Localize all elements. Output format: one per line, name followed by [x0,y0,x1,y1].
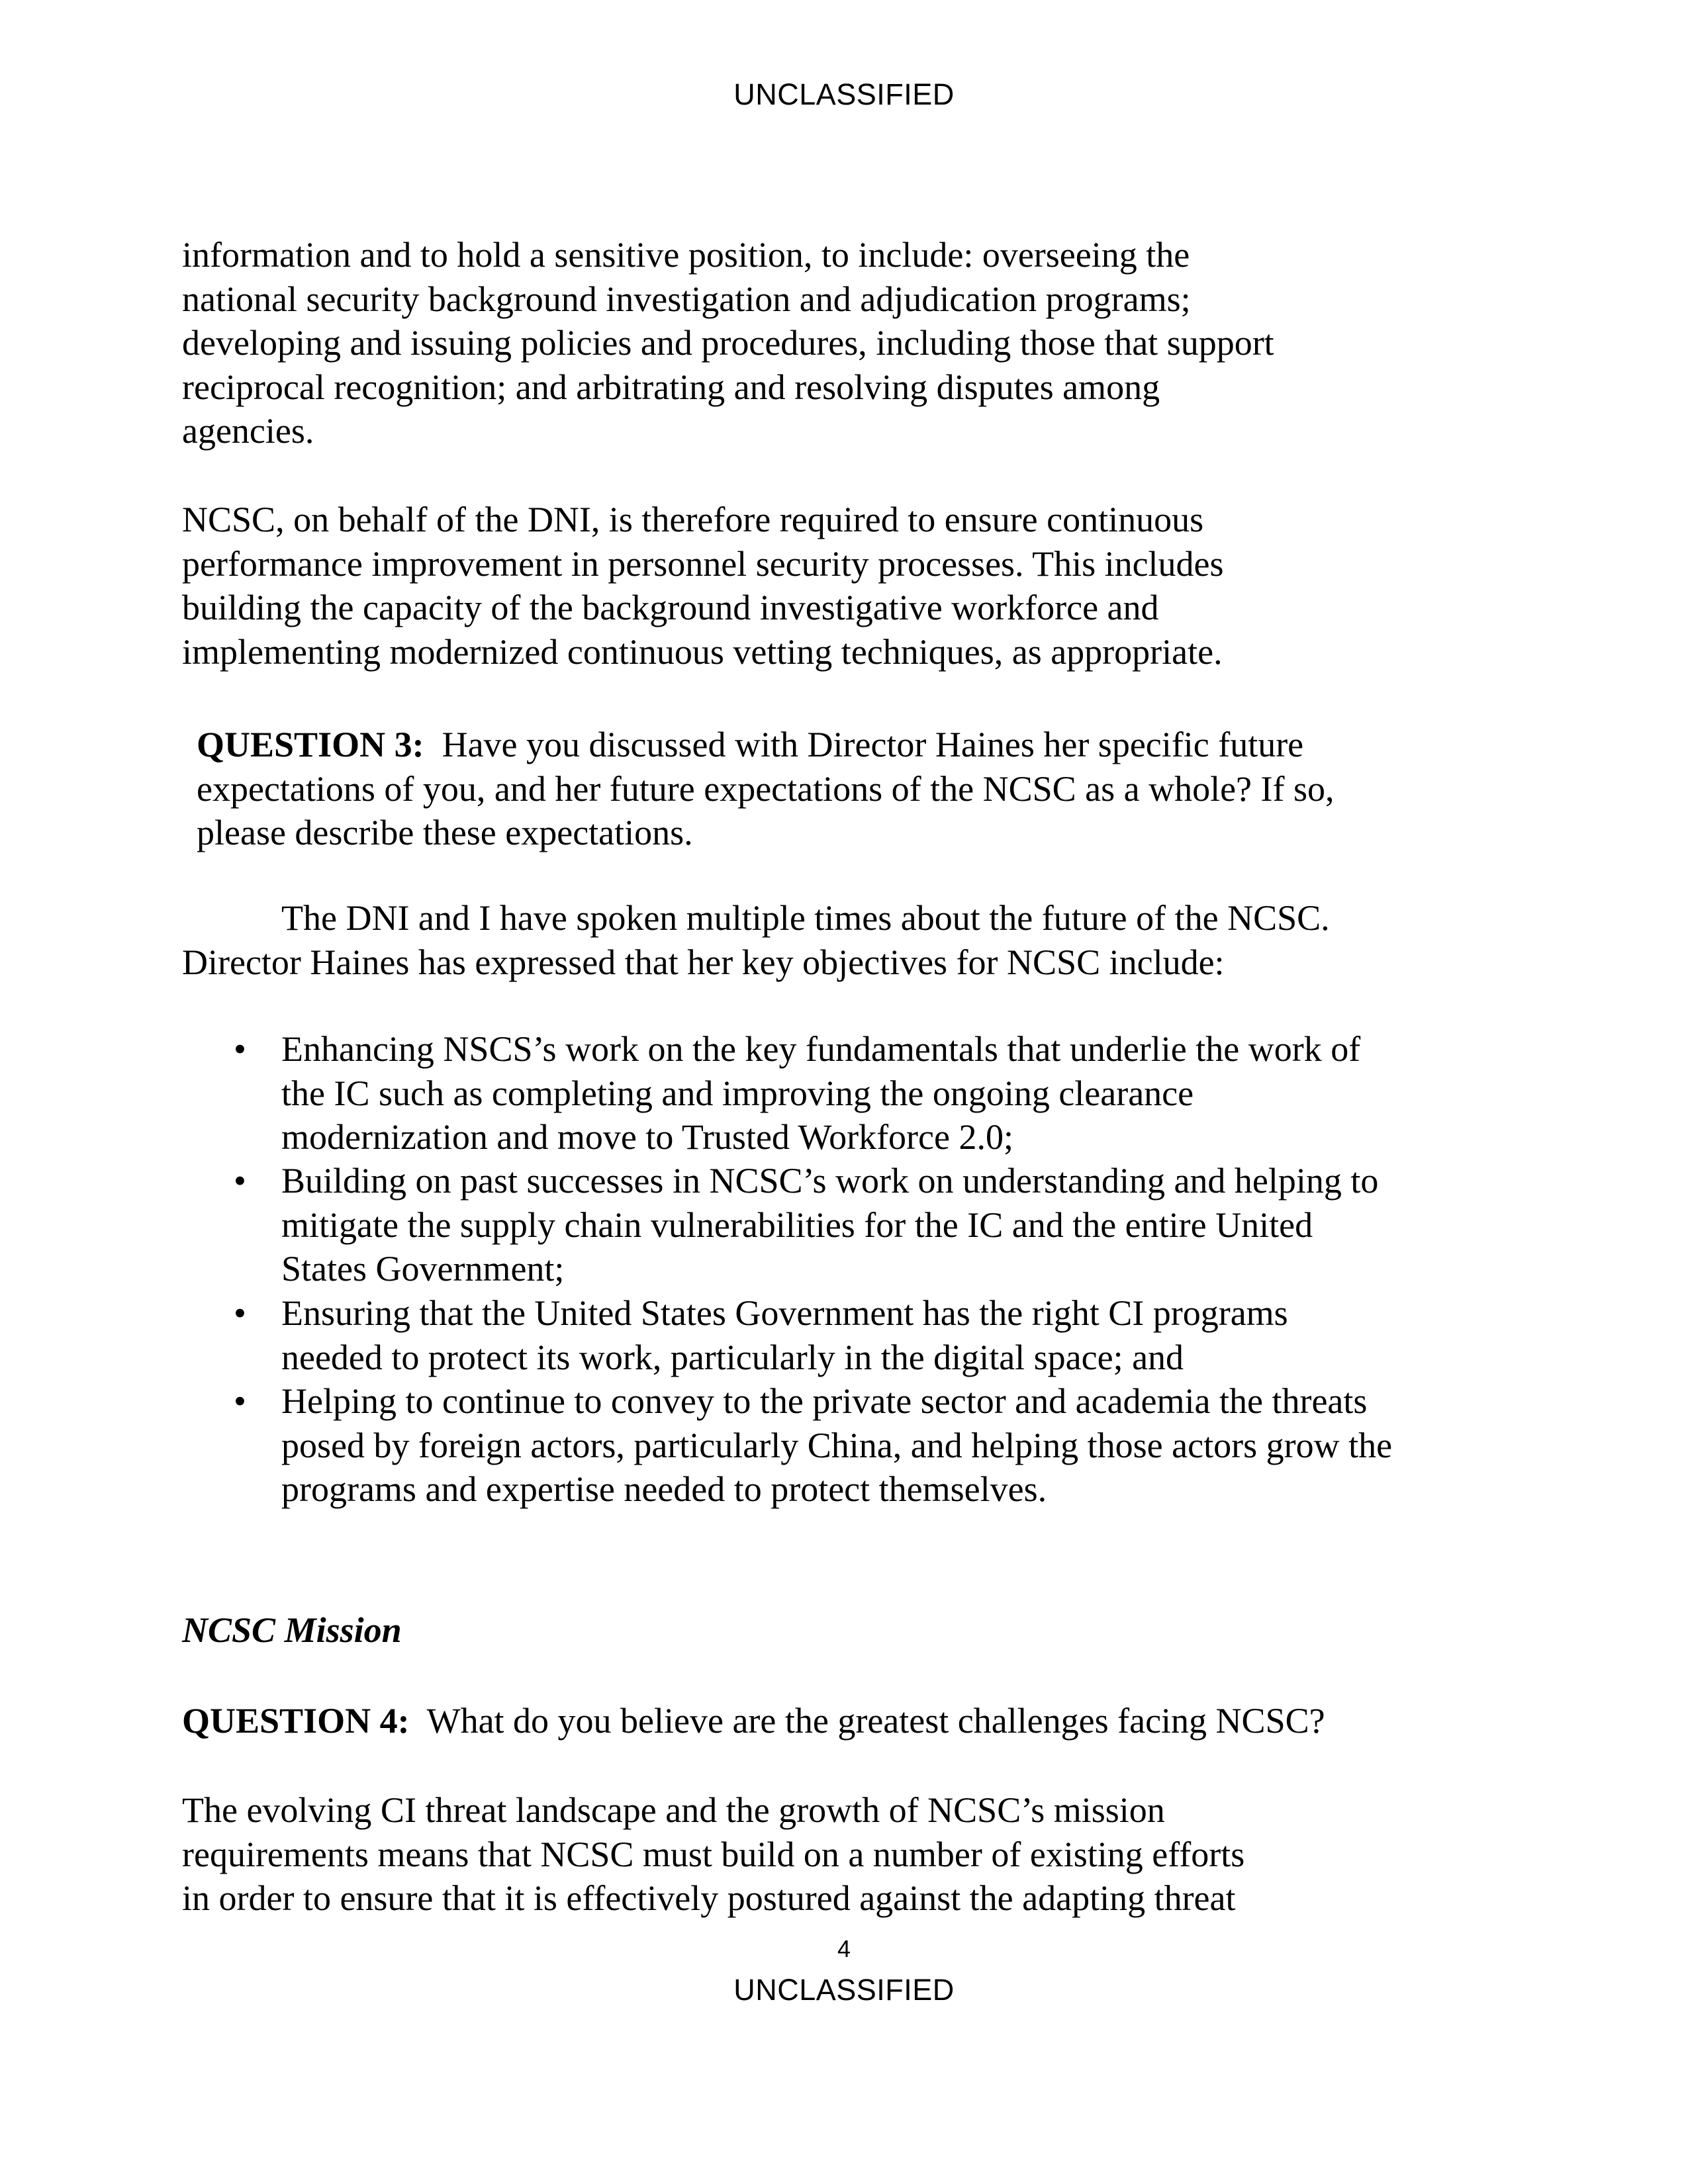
paragraph-ncsc-requirement [182,498,1224,674]
text-line: in order to ensure that it is effectively postured against the adapting threat [182,1878,1236,1918]
list-item-text [281,1027,1360,1160]
question-3 [197,723,1335,855]
text-line: implementing modernized continuous vetting techniques, as appropriate. [182,631,1223,672]
paragraph-continuation [182,233,1274,453]
text-line: the IC such as completing and improving the ongoing clearance [281,1073,1194,1113]
text-line: requirements means that NCSC must build on a number of existing efforts [182,1834,1245,1874]
bullet-icon: • [234,1029,246,1069]
text-line: Enhancing NSCS’s work on the key fundamentals that underlie the work of [281,1029,1361,1069]
text-line: expectations of you, and her future expectations of the NCSC as a whole? If so, [197,768,1335,809]
text-line: agencies. [182,411,314,451]
text-line: Helping to continue to convey to the private sector and academia the threats [281,1381,1368,1421]
text-line: Director Haines has expressed that her key objectives for NCSC include: [182,942,1225,982]
text-line: performance improvement in personnel security processes. This includes [182,543,1224,584]
text-line: modernization and move to Trusted Workforce 2.0; [281,1117,1013,1157]
text-line: The DNI and I have spoken multiple times about the future of the NCSC. [281,898,1330,938]
answer-3-intro [182,896,1330,984]
section-heading-ncsc-mission: NCSC Mission [182,1610,402,1650]
text-line: States Government; [281,1249,565,1289]
text-line: information and to hold a sensitive position, to include: overseeing the [182,235,1190,275]
list-item-text [281,1291,1288,1379]
question-3-text: Have you discussed with Director Haines her specific future [424,725,1304,764]
question-3-line [197,723,1335,767]
bullet-icon: • [234,1381,246,1421]
classification-header: UNCLASSIFIED [733,77,955,111]
list-item-text [281,1379,1392,1512]
text-line: needed to protect its work, particularly in the digital space; and [281,1337,1184,1377]
bullet-icon: • [234,1161,246,1201]
text-line: mitigate the supply chain vulnerabilities for the IC and the entire United [281,1205,1313,1245]
text-line: programs and expertise needed to protect themselves. [281,1469,1047,1509]
text-line: reciprocal recognition; and arbitrating and resolving disputes among [182,367,1160,407]
text-line: developing and issuing policies and procedures, including those that support [182,323,1274,363]
text-line: NCSC, on behalf of the DNI, is therefore required to ensure continuous [182,500,1204,539]
text-line: building the capacity of the background investigative workforce and [182,588,1159,627]
question-4 [182,1699,1325,1743]
question-4-text: What do you believe are the greatest challenges facing NCSC? [409,1701,1325,1741]
text-line: Building on past successes in NCSC’s work on understanding and helping to [281,1161,1379,1201]
text-line: posed by foreign actors, particularly China, and helping those actors grow the [281,1425,1393,1465]
question-4-label: QUESTION 4: [182,1701,410,1741]
classification-footer: UNCLASSIFIED [733,1973,955,2007]
question-4-line [182,1699,1325,1743]
text-line: national security background investigation and adjudication programs; [182,279,1191,319]
answer-4 [182,1788,1244,1921]
text-line: please describe these expectations. [197,813,693,852]
bullet-icon: • [234,1293,246,1333]
question-3-label: QUESTION 3: [197,725,424,764]
text-line: Ensuring that the United States Government has the right CI programs [281,1293,1288,1333]
list-item-text [281,1159,1378,1291]
page-number: 4 [837,1935,851,1962]
text-line: The evolving CI threat landscape and the growth of NCSC’s mission [182,1790,1165,1830]
